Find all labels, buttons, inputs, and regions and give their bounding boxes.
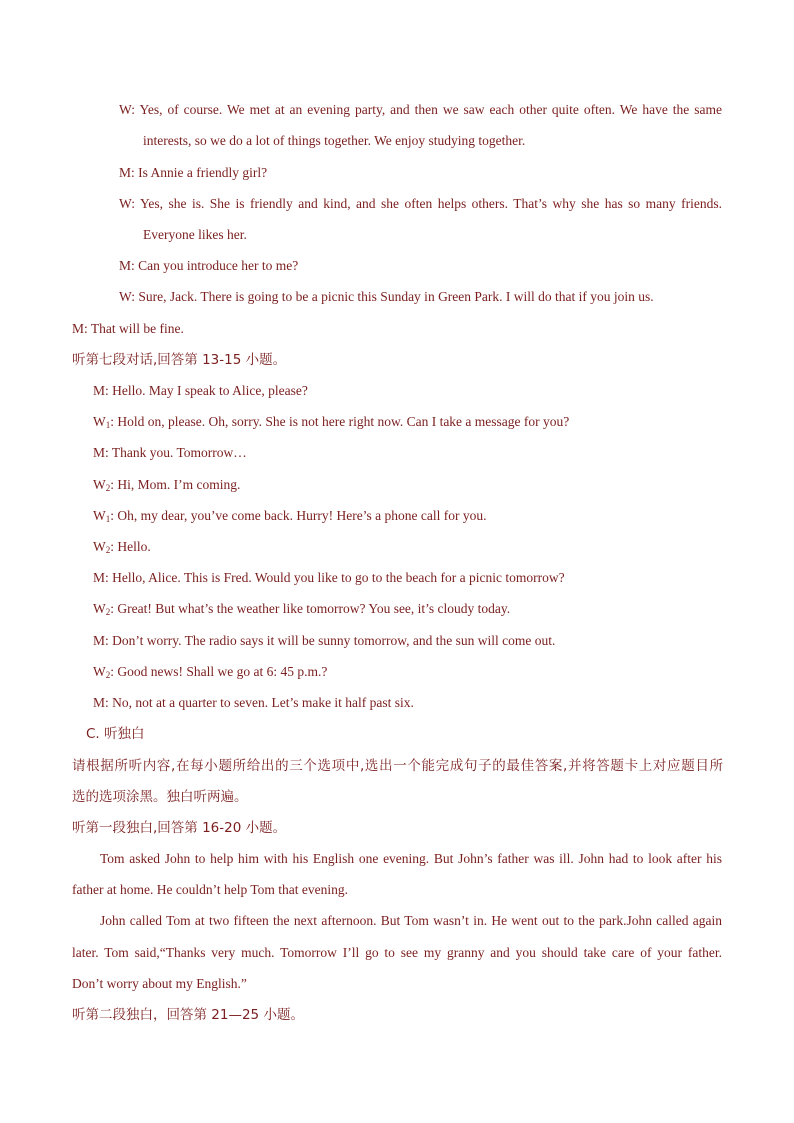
dialogue-line — [93, 476, 240, 494]
monologue-line: later. Tom said,“Thanks very much. Tomorrow I’ll go to see my granny and you should take care of your father. — [72, 945, 722, 960]
speaker-label: W — [93, 508, 106, 523]
dialogue-line: M: Hello. May I speak to Alice, please? — [93, 383, 308, 398]
dialogue-text: : Good news! Shall we go at 6: 45 p.m.? — [110, 664, 328, 679]
dialogue-line — [93, 600, 510, 618]
part-c-heading: C. 听独白 — [86, 726, 145, 742]
dialogue-line: M: Can you introduce her to me? — [119, 258, 299, 273]
instructions: 选的选项涂黑。独白听两遍。 — [72, 789, 248, 805]
dialogue-text: : Hold on, please. Oh, sorry. She is not here right now. Can I take a message for you? — [110, 414, 570, 429]
dialogue-line — [93, 538, 151, 556]
dialogue-line: W: Yes, she is. She is friendly and kind, and she often helps others. That’s why she has so many friends. — [119, 196, 722, 211]
speaker-label: W — [93, 414, 106, 429]
speaker-label: W — [93, 477, 106, 492]
speaker-label: W — [93, 664, 106, 679]
instructions: 请根据所听内容,在每小题所给出的三个选项中,选出一个能完成句子的最佳答案,并将答题卡上对应题目所 — [72, 758, 723, 774]
speaker-label: W — [93, 539, 106, 554]
dialogue-line — [93, 507, 486, 525]
monologue-line: Don’t worry about my English.” — [72, 976, 247, 991]
speaker-subscript: 2 — [105, 607, 111, 617]
dialogue-line: M: Don’t worry. The radio says it will be sunny tomorrow, and the sun will come out. — [93, 633, 556, 648]
dialogue-line — [93, 663, 327, 681]
dialogue-line: M: Is Annie a friendly girl? — [119, 165, 268, 180]
speaker-subscript: 1 — [105, 420, 111, 430]
speaker-subscript: 1 — [105, 514, 111, 524]
monologue-line: Tom asked John to help him with his English one evening. But John’s father was ill. John had to look after his — [100, 851, 722, 866]
dialogue-line: W: Sure, Jack. There is going to be a picnic this Sunday in Green Park. I will do that if you join us. — [119, 289, 654, 304]
speaker-label: W — [93, 601, 106, 616]
dialogue-line: interests, so we do a lot of things together. We enjoy studying together. — [143, 133, 526, 148]
dialogue-text: : Hi, Mom. I’m coming. — [110, 477, 241, 492]
dialogue-line: W: Yes, of course. We met at an evening party, and then we saw each other quite often. We have the same — [119, 102, 722, 117]
dialogue-line: M: Hello, Alice. This is Fred. Would you like to go to the beach for a picnic tomorrow? — [93, 570, 565, 585]
speaker-subscript: 2 — [105, 545, 111, 555]
monologue-line: father at home. He couldn’t help Tom that evening. — [72, 882, 348, 897]
section-heading: 听第一段独白,回答第 16-20 小题。 — [72, 820, 287, 836]
dialogue-line: M: No, not at a quarter to seven. Let’s make it half past six. — [93, 695, 414, 710]
dialogue-line: M: That will be fine. — [72, 321, 184, 336]
dialogue-line: M: Thank you. Tomorrow… — [93, 445, 247, 460]
speaker-subscript: 2 — [105, 483, 111, 493]
dialogue-line: Everyone likes her. — [143, 227, 247, 242]
section-heading: 听第二段独白，回答第 21—25 小题。 — [72, 1007, 304, 1023]
dialogue-text: : Oh, my dear, you’ve come back. Hurry! Here’s a phone call for you. — [110, 508, 487, 523]
dialogue-text: : Great! But what’s the weather like tomorrow? You see, it’s cloudy today. — [110, 601, 511, 616]
section-heading: 听第七段对话,回答第 13-15 小题。 — [72, 352, 287, 368]
monologue-line: John called Tom at two fifteen the next afternoon. But Tom wasn’t in. He went out to the park.John called again — [100, 913, 722, 928]
dialogue-text: : Hello. — [110, 539, 151, 554]
dialogue-line — [93, 413, 569, 431]
speaker-subscript: 2 — [105, 670, 111, 680]
